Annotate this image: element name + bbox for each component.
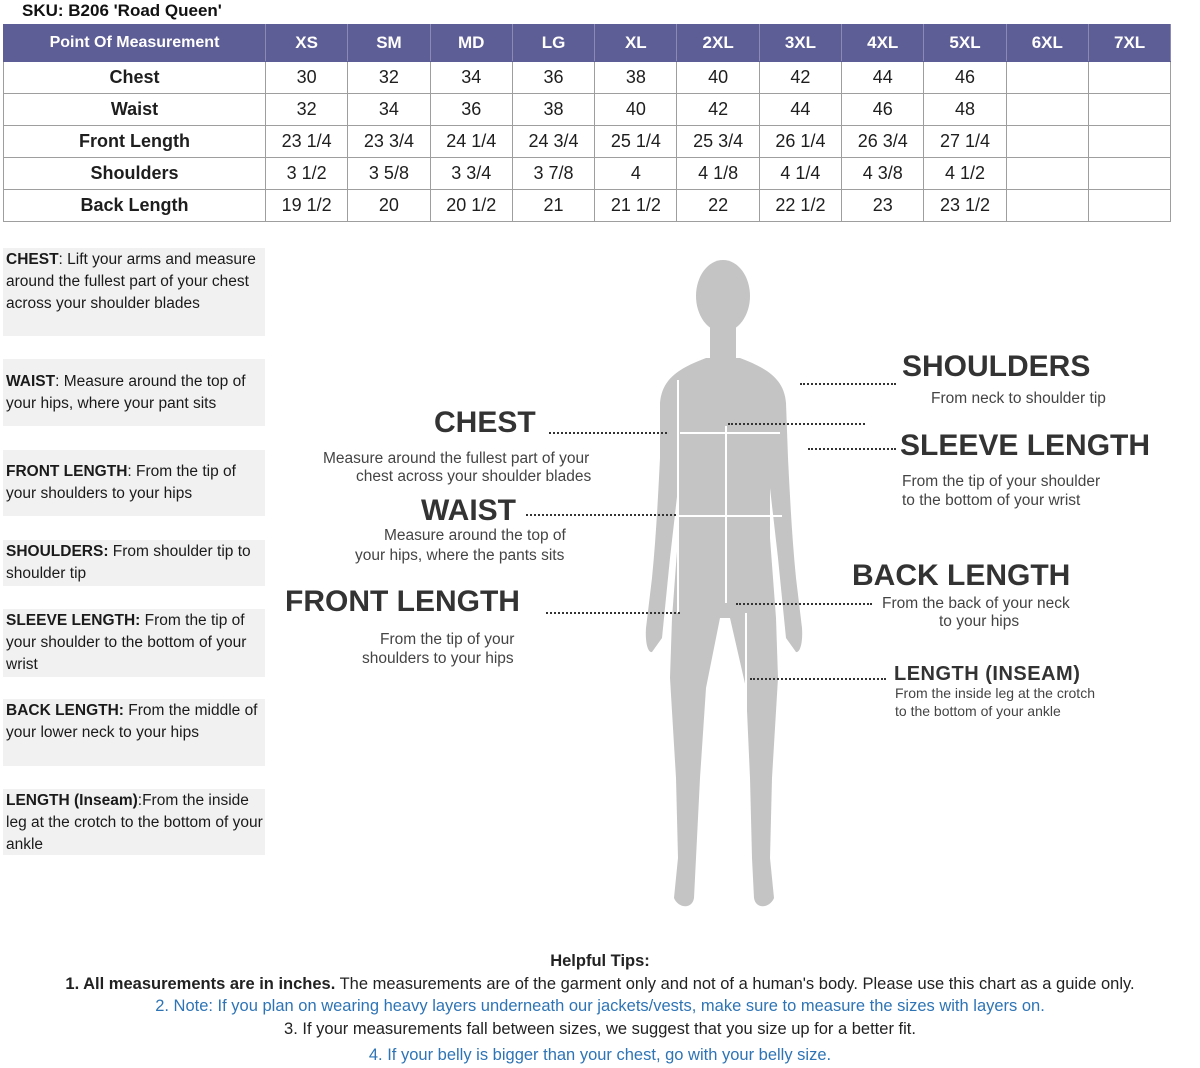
table-cell: 21	[512, 190, 594, 222]
table-row	[4, 62, 1171, 94]
sleeve-callout-desc-2: to the bottom of your wrist	[902, 492, 1081, 509]
back-length-callout-desc-2: to your hips	[939, 613, 1020, 630]
table-cell: 42	[759, 62, 841, 94]
chest-callout-title: CHEST	[434, 406, 536, 439]
table-cell: 26 3/4	[842, 126, 924, 158]
table-row	[4, 158, 1171, 190]
inseam-callout-desc-2: to the bottom of your ankle	[895, 703, 1061, 719]
tip-2: 2. Note: If you plan on wearing heavy layers underneath our jackets/vests, make sure to measure the sizes with layers on.	[155, 997, 1045, 1015]
size-chart-header-row	[4, 25, 1171, 62]
table-cell: 38	[595, 62, 677, 94]
back-length-callout-title: BACK LENGTH	[852, 559, 1071, 592]
note-text: : Lift your arms and measure around the fullest part of your chest across your shoulder blades	[6, 251, 256, 312]
row-label: Front Length	[4, 126, 266, 158]
back-length-callout-desc-1: From the back of your neck	[882, 595, 1070, 612]
helpful-tips	[0, 950, 1200, 1067]
tip-1-bold: 1. All measurements are in inches.	[65, 974, 336, 993]
table-cell: 3 7/8	[512, 158, 594, 190]
table-cell: 38	[512, 94, 594, 126]
table-cell: 4 3/8	[842, 158, 924, 190]
table-cell: 40	[595, 94, 677, 126]
table-cell: 34	[430, 62, 512, 94]
table-cell: 34	[348, 94, 430, 126]
note-back-length	[3, 699, 265, 766]
header-size: XS	[266, 25, 348, 62]
note-text: : Measure around the top of your hips, where your pant sits	[6, 373, 246, 412]
shoulders-leader	[800, 383, 896, 385]
table-cell: 4 1/4	[759, 158, 841, 190]
table-cell: 25 1/4	[595, 126, 677, 158]
header-size: 2XL	[677, 25, 759, 62]
note-chest	[3, 248, 265, 336]
header-size: XL	[595, 25, 677, 62]
table-cell: 44	[842, 62, 924, 94]
table-cell: 3 3/4	[430, 158, 512, 190]
note-term: BACK LENGTH:	[6, 702, 124, 719]
tip-1-rest: The measurements are of the garment only and not of a human's body. Please use this chart as a guide only.	[335, 974, 1135, 993]
table-cell: 48	[924, 94, 1006, 126]
chest-right-leader	[728, 423, 865, 425]
table-row	[4, 94, 1171, 126]
front-length-leader	[546, 612, 680, 614]
table-cell: 40	[677, 62, 759, 94]
chest-callout-desc-2: chest across your shoulder blades	[356, 468, 592, 485]
table-cell: 42	[677, 94, 759, 126]
table-cell: 27 1/4	[924, 126, 1006, 158]
note-term: FRONT LENGTH	[6, 463, 128, 480]
table-cell	[1006, 62, 1088, 94]
table-cell: 22 1/2	[759, 190, 841, 222]
table-cell: 44	[759, 94, 841, 126]
waist-callout-desc-1: Measure around the top of	[384, 527, 566, 544]
table-cell	[1088, 126, 1170, 158]
table-cell	[1088, 158, 1170, 190]
front-length-callout-desc-2: shoulders to your hips	[362, 650, 514, 667]
note-term: LENGTH (Inseam)	[6, 792, 138, 809]
body-silhouette	[620, 258, 840, 918]
note-text: From the middle of your lower neck to your hips	[6, 702, 258, 741]
inseam-callout-title: LENGTH (INSEAM)	[894, 663, 1081, 685]
header-size: 4XL	[842, 25, 924, 62]
sleeve-callout-desc-1: From the tip of your shoulder	[902, 473, 1101, 490]
table-cell: 24 3/4	[512, 126, 594, 158]
table-cell: 23 3/4	[348, 126, 430, 158]
shoulders-callout-desc: From neck to shoulder tip	[931, 390, 1106, 407]
table-cell: 26 1/4	[759, 126, 841, 158]
note-text: : From the tip of your shoulders to your hips	[6, 463, 236, 502]
note-text: From shoulder tip to shoulder tip	[6, 543, 251, 582]
header-size: 5XL	[924, 25, 1006, 62]
sku-title: SKU: B206 'Road Queen'	[22, 1, 222, 20]
table-cell: 32	[266, 94, 348, 126]
table-cell: 36	[512, 62, 594, 94]
row-label: Chest	[4, 62, 266, 94]
table-cell	[1006, 158, 1088, 190]
table-cell	[1088, 62, 1170, 94]
front-length-callout-title: FRONT LENGTH	[285, 585, 520, 618]
waist-callout-title: WAIST	[421, 494, 516, 527]
table-cell: 19 1/2	[266, 190, 348, 222]
table-row	[4, 126, 1171, 158]
note-waist	[3, 359, 265, 426]
header-size: 3XL	[759, 25, 841, 62]
tip-3: 3. If your measurements fall between sizes, we suggest that you size up for a better fit.	[284, 1019, 916, 1038]
back-length-leader	[736, 603, 872, 605]
row-label: Waist	[4, 94, 266, 126]
table-cell: 4 1/8	[677, 158, 759, 190]
chest-leader	[549, 432, 667, 434]
table-cell: 46	[924, 62, 1006, 94]
front-length-callout-desc-1: From the tip of your	[380, 631, 515, 648]
tip-1	[0, 973, 1200, 996]
table-cell: 4	[595, 158, 677, 190]
table-cell: 20 1/2	[430, 190, 512, 222]
note-shoulders	[3, 540, 265, 586]
row-label: Back Length	[4, 190, 266, 222]
table-cell: 23 1/2	[924, 190, 1006, 222]
table-cell	[1088, 94, 1170, 126]
chest-callout-desc-1: Measure around the fullest part of your	[323, 450, 590, 467]
inseam-callout-desc-1: From the inside leg at the crotch	[895, 685, 1095, 701]
table-cell: 36	[430, 94, 512, 126]
table-cell	[1006, 94, 1088, 126]
inseam-leader	[750, 678, 886, 680]
table-cell: 4 1/2	[924, 158, 1006, 190]
table-cell: 3 5/8	[348, 158, 430, 190]
table-cell: 46	[842, 94, 924, 126]
note-term: WAIST	[6, 373, 56, 390]
table-cell: 23 1/4	[266, 126, 348, 158]
header-size: MD	[430, 25, 512, 62]
row-label: Shoulders	[4, 158, 266, 190]
tips-heading: Helpful Tips:	[550, 952, 650, 970]
table-cell: 24 1/4	[430, 126, 512, 158]
table-cell: 25 3/4	[677, 126, 759, 158]
tip-4: 4. If your belly is bigger than your chest, go with your belly size.	[368, 1046, 832, 1064]
sleeve-callout-title: SLEEVE LENGTH	[900, 429, 1151, 462]
header-size: LG	[512, 25, 594, 62]
header-size: 6XL	[1006, 25, 1088, 62]
table-cell	[1006, 190, 1088, 222]
table-row	[4, 190, 1171, 222]
note-term: CHEST	[6, 251, 59, 268]
note-term: SHOULDERS:	[6, 543, 109, 560]
note-text: :From the inside leg at the crotch to the bottom of your ankle	[6, 792, 263, 853]
size-chart-table	[3, 24, 1171, 222]
note-front-length	[3, 450, 265, 516]
table-cell	[1006, 126, 1088, 158]
header-point-of-measurement: Point Of Measurement	[4, 25, 266, 62]
table-cell: 21 1/2	[595, 190, 677, 222]
table-cell: 30	[266, 62, 348, 94]
table-cell: 32	[348, 62, 430, 94]
sleeve-leader	[808, 448, 896, 450]
note-sleeve-length	[3, 609, 265, 677]
note-text: From the tip of your shoulder to the bottom of your wrist	[6, 612, 247, 673]
header-size: 7XL	[1088, 25, 1170, 62]
waist-leader	[526, 514, 676, 516]
note-inseam	[3, 789, 265, 855]
table-cell: 22	[677, 190, 759, 222]
table-cell	[1088, 190, 1170, 222]
note-term: SLEEVE LENGTH:	[6, 612, 141, 629]
waist-callout-desc-2: your hips, where the pants sits	[355, 547, 565, 564]
table-cell: 3 1/2	[266, 158, 348, 190]
shoulders-callout-title: SHOULDERS	[902, 350, 1091, 383]
header-size: SM	[348, 25, 430, 62]
table-cell: 23	[842, 190, 924, 222]
table-cell: 20	[348, 190, 430, 222]
